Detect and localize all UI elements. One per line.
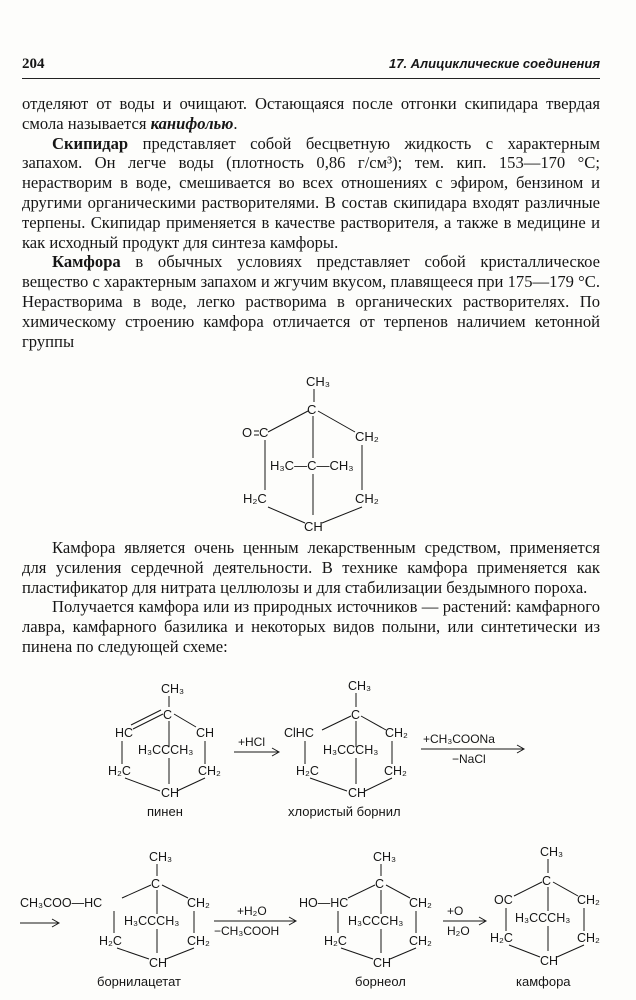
camphor-product-ch2-right-bottom: CH₂ xyxy=(577,931,600,945)
bornyl-acetate-ch3: CH₃ xyxy=(149,850,173,864)
bornyl-chloride-ch2-right-bottom: CH₂ xyxy=(384,764,407,778)
bond xyxy=(318,411,355,432)
bond xyxy=(166,948,194,959)
bond xyxy=(348,885,375,898)
pinene-ch-right: CH xyxy=(196,726,215,740)
camphor-ch2-right-bottom: CH₂ xyxy=(355,491,379,506)
borneol-ch2-right-top: CH₂ xyxy=(409,896,432,910)
borneol-ch2-right-bottom: CH₂ xyxy=(409,934,432,948)
bornyl-acetate-ch2-right-bottom: CH₂ xyxy=(187,934,210,948)
paragraph-camphor-use: Камфора является очень ценным лекарственным средством, применяется для усиления сердечной деятельности. В технике камфора применяется как пластификатор для нитрата целлюлозы и для стабилизации бездымного пороха. xyxy=(22,538,600,597)
bond xyxy=(117,948,149,959)
bond xyxy=(553,882,578,896)
camphor-product-h2c: H₂C xyxy=(490,931,513,945)
arrow3-reagent-top: +H₂O xyxy=(237,904,267,918)
camphor-structure xyxy=(242,374,379,534)
bornyl-acetate-ch-bottom: CH xyxy=(149,956,168,970)
term-camphor: Камфора xyxy=(52,252,121,272)
bond xyxy=(509,945,540,957)
pinene-ch-bottom: CH xyxy=(161,786,180,800)
camphor-h2c-left: H₂C xyxy=(243,491,267,506)
bond xyxy=(386,885,410,898)
bond xyxy=(177,778,205,791)
borneol-name: борнеол xyxy=(355,974,406,989)
bond xyxy=(125,778,160,791)
pinene-hc: HC xyxy=(115,726,134,740)
arrow1-reagent: +HCl xyxy=(238,735,266,749)
bornyl-chloride-ch-bottom: CH xyxy=(348,786,367,800)
pinene-h2c: H₂C xyxy=(108,764,131,778)
bond xyxy=(322,716,351,730)
arrow-hcl xyxy=(234,735,279,756)
camphor-ch2-right-top: CH₂ xyxy=(355,429,379,444)
camphor-product-c-top: C xyxy=(542,874,552,888)
camphor-product-ch3: CH₃ xyxy=(540,845,564,859)
pinene-bridge: H₃CCCH₃ xyxy=(138,743,194,757)
arrow2-reagent-top: +CH₃COONa xyxy=(423,732,495,746)
camphor-product-bridge: H₃CCCH₃ xyxy=(515,911,571,925)
bornyl-chloride-clhc: ClHC xyxy=(284,726,314,740)
borneol-hohc: HO—HC xyxy=(299,896,349,910)
bornyl-chloride-ch2-right-top: CH₂ xyxy=(385,726,408,740)
bond xyxy=(268,507,305,523)
camphor-product-ch2-right-top: CH₂ xyxy=(577,893,600,907)
bond xyxy=(174,714,196,727)
camphor-oxygen: O xyxy=(242,425,253,440)
camphor-c-left: C xyxy=(259,425,269,440)
camphor-product-structure xyxy=(490,845,600,989)
arrow4-reagent-bottom: H₂O xyxy=(447,924,470,938)
borneol-structure xyxy=(299,850,432,989)
bond xyxy=(557,945,584,957)
bond xyxy=(322,507,362,523)
bond xyxy=(268,411,308,432)
arrow-hydrolysis xyxy=(214,904,296,938)
bond xyxy=(390,948,416,959)
bond xyxy=(341,948,373,959)
bornyl-acetate-c-top: C xyxy=(151,877,161,891)
bornyl-chloride-structure xyxy=(284,679,408,819)
term-rosin: канифолью xyxy=(150,113,234,133)
camphor-bridge: H₃C—C—CH₃ xyxy=(270,458,354,473)
bornyl-chloride-bridge: H₃CCCH₃ xyxy=(323,743,379,757)
paragraph-turpentine: Скипидар представляет собой бесцветную жидкость с характерным запахом. Он легче воды (плотность 0,86 г/см³); тем. кип. 153—170 °С; нерастворим в воде, смешивается во всех отношениях с эфиром, бензином и другими органическими растворителями. В состав скипидара входят различные терпены. Скипидар применяется в качестве растворителя, а также в медицине и как исходный продукт для синтеза камфоры. xyxy=(22,133,600,252)
bornyl-chloride-c-top: C xyxy=(351,708,361,722)
borneol-bridge: H₃CCCH₃ xyxy=(348,914,404,928)
bond xyxy=(365,778,392,791)
pinene-ch3: CH₃ xyxy=(161,682,185,696)
pinene-name: пинен xyxy=(147,804,183,819)
borneol-ch3: CH₃ xyxy=(373,850,397,864)
bornyl-acetate-bridge: H₃CCCH₃ xyxy=(124,914,180,928)
paragraph-rosin: отделяют от воды и очищают. Остающаяся после отгонки скипидара твердая смола называется канифолью. xyxy=(22,94,600,133)
pinene-ch2: CH₂ xyxy=(198,764,221,778)
camphor-product-oc: OC xyxy=(494,893,513,907)
borneol-h2c: H₂C xyxy=(324,934,347,948)
bond xyxy=(162,885,188,898)
arrow4-reagent-top: +O xyxy=(447,904,464,918)
paragraph-camphor: Камфора в обычных условиях представляет собой кристаллическое вещество с характерным запахом и жгучим вкусом, плавящееся при 175—179 °С. Нерастворима в воде, легко растворима в органических растворителях. По химическому строению камфора отличается от терпенов наличием кетонной группы xyxy=(22,252,600,351)
bornyl-acetate-ester: CH₃COO—HC xyxy=(20,896,103,910)
bornyl-chloride-ch3: CH₃ xyxy=(348,679,372,693)
camphor-c-top: C xyxy=(307,402,317,417)
bond xyxy=(514,882,542,896)
bornyl-acetate-structure xyxy=(20,850,210,989)
paragraph-camphor-source: Получается камфора или из природных источников — растений: камфарного лавра, камфарного базилика и некоторых видов полыни, или синтетически из пинена по следующей схеме: xyxy=(22,597,600,656)
arrow2-reagent-bottom: −NaCl xyxy=(452,752,486,766)
camphor-ch3-top: CH₃ xyxy=(306,374,331,389)
bornyl-chloride-h2c: H₂C xyxy=(296,764,319,778)
camphor-product-ch-bottom: CH xyxy=(540,954,559,968)
camphor-product-name: камфора xyxy=(516,974,571,989)
pinene-structure xyxy=(108,682,221,819)
arrow3-reagent-bottom: −CH₃COOH xyxy=(214,924,280,938)
bond xyxy=(122,885,151,898)
bornyl-chloride-name: хлористый борнил xyxy=(288,804,401,819)
bornyl-acetate-name: борнилацетат xyxy=(97,974,181,989)
bornyl-acetate-h2c: H₂C xyxy=(99,934,122,948)
chapter-title: 17. Алициклические соединения xyxy=(388,56,600,71)
pinene-c-top: C xyxy=(163,708,173,722)
page-number: 204 xyxy=(22,56,45,72)
bornyl-acetate-ch2-right-top: CH₂ xyxy=(187,896,210,910)
bond xyxy=(361,716,386,730)
arrow-sodium-acetate xyxy=(421,732,524,766)
continuation-arrow xyxy=(20,919,59,927)
term-turpentine: Скипидар xyxy=(52,133,129,153)
borneol-c-top: C xyxy=(375,877,385,891)
arrow-oxidation xyxy=(443,904,486,938)
bond xyxy=(310,778,347,791)
camphor-ch-bottom: CH xyxy=(304,519,323,534)
borneol-ch-bottom: CH xyxy=(373,956,392,970)
